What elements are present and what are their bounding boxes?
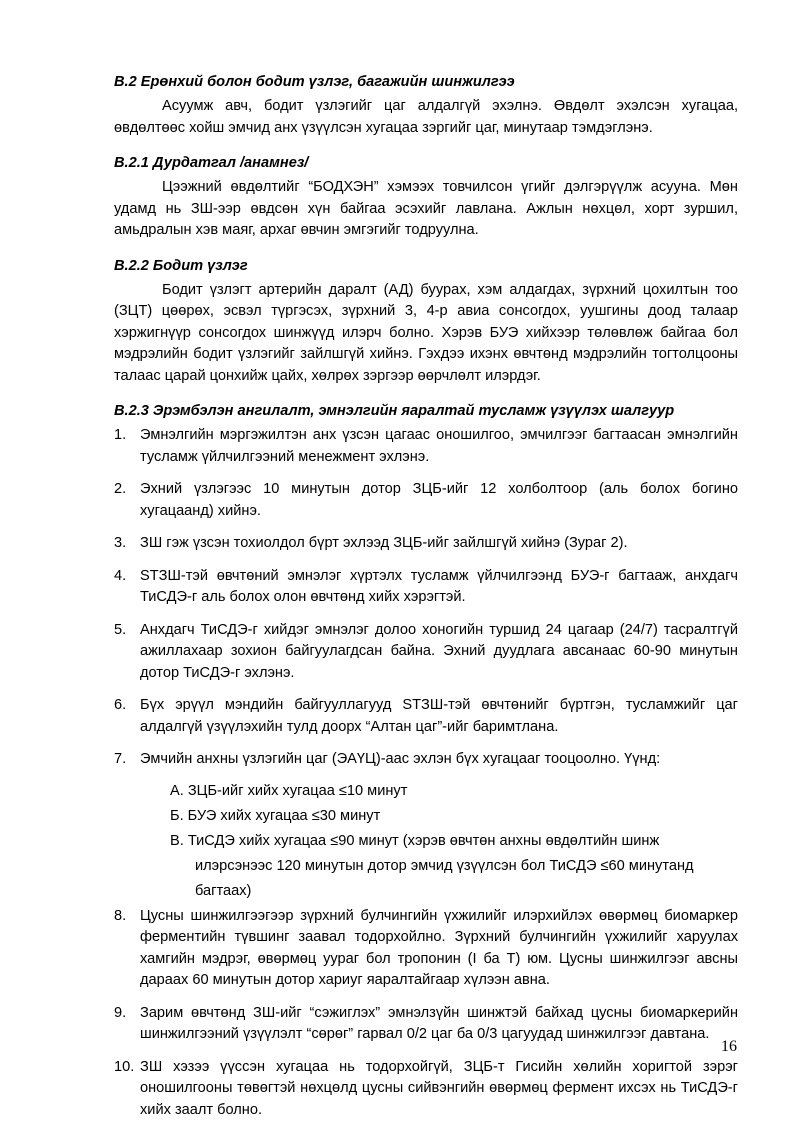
list-item	[114, 533, 738, 555]
list-item-number: 4.	[114, 567, 127, 584]
list-item-text: Анхдагч ТиСДЭ-г хийдэг эмнэлэг долоо хоногийн туршид 24 цагаар (24/7) тасралтгүй ажиллахаар зохион байгуулагдсан байна. Эхний дуудлага авсанаас 60-90 минутын дотор ТиСДЭ-г эхлэнэ.	[140, 621, 738, 681]
list-item-number: 9.	[114, 1004, 127, 1021]
page-number: 16	[721, 1038, 737, 1055]
sublist-item: В. ТиСДЭ хийх хугацаа ≤90 минут (хэрэв өвчтөн анхны өвдөлтийн шинж илэрсэнээс 120 минутын дотор эмчид үзүүлсэн бол ТиСДЭ ≤60 минутанд багтаах)	[170, 832, 694, 899]
criteria-list	[114, 425, 738, 1121]
list-item-text: Зарим өвчтөнд ЗШ-ийг “сэжиглэх” эмнэлзүйн шинжтэй байхад цусны биомаркерийн шинжилгээний үзүүлэлт “сөрөг” гарвал 0/2 цаг ба 0/3 цагуудад шинжилгээг давтана.	[140, 1004, 738, 1042]
list-item-number: 1.	[114, 427, 127, 443]
list-item-text: Эхний үзлэгээс 10 минутын дотор ЗЦБ-ийг 12 холболтоор (аль болох богино хугацаанд) хийнэ.	[140, 481, 738, 519]
list-item-number: 7.	[114, 751, 127, 767]
list-item-number: 2.	[114, 481, 127, 497]
section-heading-b2: B.2 Ерөнхий болон бодит үзлэг, багажийн шинжилгээ	[114, 74, 515, 90]
list-item	[114, 425, 738, 468]
list-item-text: ЗШ гэж үзсэн тохиолдол бүрт эхлээд ЗЦБ-ийг зайлшгүй хийнэ (Зураг 2).	[140, 535, 628, 551]
list-item	[114, 695, 738, 738]
section-heading-b21: B.2.1 Дурдатгал /анамнез/	[114, 155, 309, 171]
section-paragraph-b22: Бодит үзлэгт артерийн даралт (АД) буурах, хэм алдагдах, зүрхний цохилтын тоо (ЗЦТ) цөөрөх, эсвэл түргэсэх, зүрхний 3, 4-р авиа сонсогдох, уушгины доод талаар хэржигнүүр сонсогдох шинжүүд илэрч болно. Хэрэв БУЭ хийхээр төлөвлөж байгаа бол мэдрэлийн бодит үзлэгийг зайлшгүй хийнэ. Гэхдээ ихэнх өвчтөнд мэдрэлийн тогтолцооны талаас царай цонхийж цайх, хөлрөх зэргээр өөрчлөлт илэрдэг.	[114, 281, 738, 384]
list-item-text: Цусны шинжилгээгээр зүрхний булчингийн үхжилийг илэрхийлэх өвөрмөц биомаркер ферментийн түвшинг заавал тодорхойлно. Зүрхний булчингийн үхжилийг харуулах хамгийн мэдрэг, өвөрмөц уураг бол тропонин (I ба T) юм. Цусны шинжилгээг авсны дараах 60 минутын дотор хариуг яаралтайгаар хүлээн авна.	[140, 907, 738, 988]
sublist-item: Б. БУЭ хийх хугацаа ≤30 минут	[170, 807, 381, 824]
list-item-text: ЗШ хэзээ үүссэн хугацаа нь тодорхойгүй, ЗЦБ-т Гисийн хөлийн хоригтой зэрэг оношилгооны төвөгтэй нөхцөлд цусны сийвэнгийн өвөрмөц фермент ихсэх нь ТиСДЭ-г хийх заалт болно.	[140, 1058, 738, 1118]
section-heading-b23: B.2.3 Эрэмбэлэн ангилалт, эмнэлгийн яаралтай тусламж үзүүлэх шалгуур	[114, 403, 675, 419]
list-item	[114, 620, 738, 685]
list-item	[114, 749, 738, 904]
list-item	[114, 906, 738, 992]
list-item-text: Эмчийн анхны үзлэгийн цаг (ЭАҮЦ)-аас эхлэн бүх хугацааг тооцоолно. Үүнд:	[140, 751, 661, 767]
page-content	[114, 72, 738, 1132]
section-paragraph-b2: Асуумж авч, бодит үзлэгийг цаг алдалгүй эхэлнэ. Өвдөлт эхэлсэн хугацаа, өвдөлтөөс хойш эмчид анх үзүүлсэн хугацаа зэргийг цаг, минутаар тэмдэглэнэ.	[114, 98, 738, 136]
section-heading-b22: B.2.2 Бодит үзлэг	[114, 257, 248, 274]
list-item	[114, 479, 738, 522]
list-item-number: 6.	[114, 697, 127, 713]
list-item-number: 8.	[114, 907, 127, 924]
time-targets-sublist	[170, 779, 738, 904]
list-item	[114, 1003, 738, 1046]
list-item-text: Эмнэлгийн мэргэжилтэн анх үзсэн цагаас оношилгоо, эмчилгээг багтаасан эмнэлгийн тусламж үйлчилгээний менежмент эхлэнэ.	[140, 427, 738, 465]
list-item	[114, 1057, 738, 1122]
list-item	[114, 566, 738, 609]
list-item-text: STЗШ-тэй өвчтөний эмнэлэг хүртэлх тусламж үйлчилгээнд БУЭ-г багтааж, анхдагч ТиСДЭ-г аль болох олон өвчтөнд хийх хэрэгтэй.	[140, 567, 738, 605]
sublist-item: А. ЗЦБ-ийг хийх хугацаа ≤10 минут	[170, 782, 408, 799]
list-item-number: 5.	[114, 621, 127, 638]
list-item-text: Бүх эрүүл мэндийн байгууллагууд STЗШ-тэй өвчтөнийг бүртгэн, тусламжийг цаг алдалгүй үзүүлэхийн тулд доорх “Алтан цаг”-ийг баримтлана.	[140, 697, 738, 735]
list-item-number: 10.	[114, 1058, 135, 1075]
section-paragraph-b21: Цээжний өвдөлтийг “БОДХЭН” хэмээх товчилсон үгийг дэлгэрүүлж асууна. Мөн удамд нь ЗШ-ээр өвдсөн хүн байгаа эсэхийг лавлана. Ажлын нөхцөл, хорт зуршил, амьдралын хэв маяг, архаг өвчин эмгэгийг тодруулна.	[114, 179, 738, 238]
list-item-number: 3.	[114, 535, 127, 551]
